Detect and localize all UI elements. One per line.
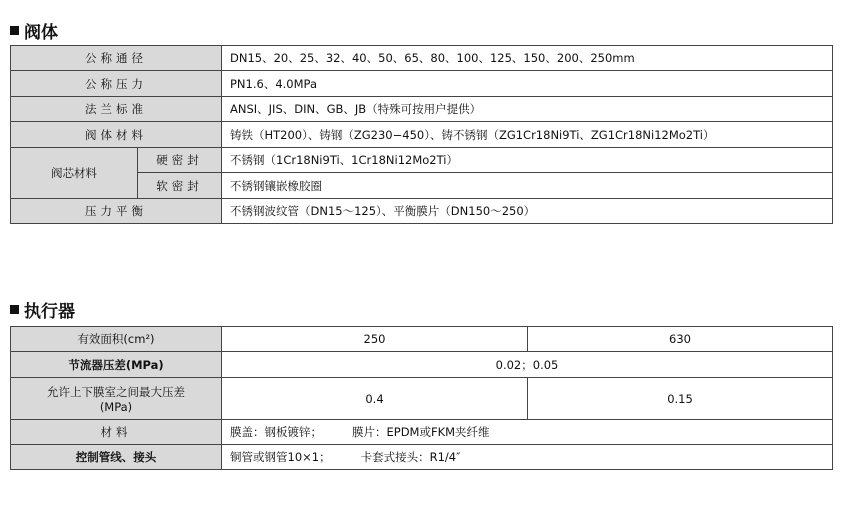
table-row (11, 199, 833, 224)
table-row (11, 122, 833, 148)
max-diff-value-1: 0.4 (222, 378, 528, 420)
pipe-value (222, 445, 833, 470)
material-label: 材料 (11, 420, 222, 445)
table-row (11, 46, 833, 71)
hard-seal-label: 硬密封 (138, 148, 222, 173)
row-value: ANSI、JIS、DIN、GB、JB（特殊可按用户提供） (222, 97, 833, 122)
row-label: 法兰标准 (11, 97, 222, 122)
cover-material: 膜盖：钢板镀锌； (230, 425, 322, 439)
area-label: 有效面积(cm²) (11, 327, 222, 352)
core-material-label: 阀芯材料 (11, 148, 138, 199)
section-title-text: 执行器 (24, 302, 75, 322)
material-value (222, 420, 833, 445)
valve-body-table (10, 45, 833, 224)
area-value-1: 250 (222, 327, 528, 352)
actuator-table (10, 326, 833, 470)
fitting-spec: 卡套式接头：R1/4″ (360, 450, 461, 464)
balance-label: 压力平衡 (11, 199, 222, 224)
row-value: DN15、20、25、32、40、50、65、80、100、125、150、200、250mm (222, 46, 833, 71)
balance-value: 不锈钢波纹管（DN15～125）、平衡膜片（DN150～250） (222, 199, 833, 224)
hard-seal-value: 不锈钢（1Cr18Ni9Ti、1Cr18Ni12Mo2Ti） (222, 148, 833, 173)
row-label: 公称通径 (11, 46, 222, 71)
table-row (11, 352, 833, 378)
section-title-valve-body (10, 18, 58, 43)
table-row (11, 71, 833, 97)
table-row (11, 97, 833, 122)
max-diff-value-2: 0.15 (528, 378, 833, 420)
throttle-value: 0.02；0.05 (222, 352, 833, 378)
row-value: 铸铁（HT200）、铸钢（ZG230−450）、铸不锈钢（ZG1Cr18Ni9Ti、ZG1Cr18Ni12Mo2Ti） (222, 122, 833, 148)
soft-seal-value: 不锈钢镶嵌橡胶圈 (222, 173, 833, 199)
table-row (11, 327, 833, 352)
pipe-spec: 铜管或钢管10×1； (230, 450, 331, 464)
section-title-actuator (10, 297, 75, 322)
table-row (11, 420, 833, 445)
area-value-2: 630 (528, 327, 833, 352)
row-value: PN1.6、4.0MPa (222, 71, 833, 97)
row-label: 阀体材料 (11, 122, 222, 148)
square-bullet-icon (10, 26, 19, 35)
table-row (11, 445, 833, 470)
diaphragm-material: 膜片：EPDM或FKM夹纤维 (352, 425, 490, 439)
soft-seal-label: 软密封 (138, 173, 222, 199)
max-diff-label-line1: 允许上下膜室之间最大压差 (47, 384, 185, 399)
max-diff-label-line2: (MPa) (99, 399, 133, 414)
max-diff-label (11, 378, 222, 420)
table-row (11, 378, 833, 420)
section-title-text: 阀体 (24, 23, 58, 43)
pipe-label: 控制管线、接头 (11, 445, 222, 470)
table-row (11, 148, 833, 173)
row-label: 公称压力 (11, 71, 222, 97)
throttle-label: 节流器压差(MPa) (11, 352, 222, 378)
square-bullet-icon (10, 305, 19, 314)
